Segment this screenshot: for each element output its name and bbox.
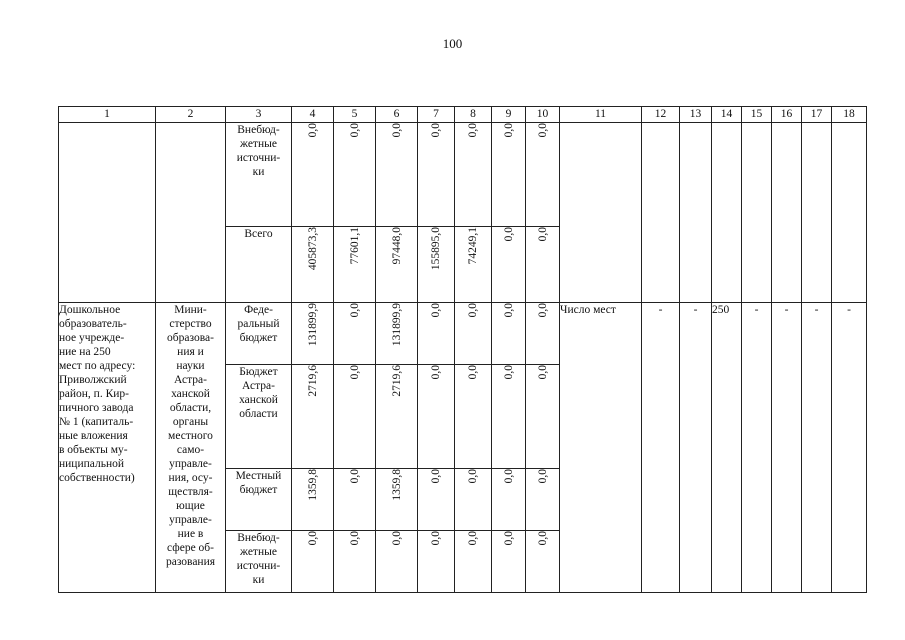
value-cell: 0,0 <box>376 531 418 593</box>
value-cell: 1359,8 <box>376 469 418 531</box>
value-cell: 0,0 <box>492 123 526 227</box>
col-header: 1 <box>59 107 156 123</box>
empty-cell <box>832 123 867 303</box>
column-number-row <box>59 107 867 123</box>
indicator-value: - <box>742 303 772 593</box>
value-cell: 0,0 <box>334 303 376 365</box>
col-header: 17 <box>802 107 832 123</box>
empty-cell <box>802 123 832 303</box>
value-cell: 0,0 <box>334 531 376 593</box>
indicator-value: - <box>832 303 867 593</box>
value-cell: 0,0 <box>376 123 418 227</box>
indicator-name: Число мест <box>560 303 642 593</box>
funding-source: Местный бюджет <box>226 469 292 531</box>
value-cell: 0,0 <box>492 227 526 303</box>
value-cell: 0,0 <box>492 365 526 469</box>
empty-cell <box>742 123 772 303</box>
value-cell: 1359,8 <box>292 469 334 531</box>
funding-source: Бюджет Астра- ханской области <box>226 365 292 469</box>
value-cell: 0,0 <box>526 227 560 303</box>
col-header: 13 <box>680 107 712 123</box>
value-cell: 0,0 <box>292 123 334 227</box>
value-cell: 0,0 <box>492 303 526 365</box>
value-cell: 0,0 <box>455 303 492 365</box>
funding-source: Внебюд- жетные источни- ки <box>226 531 292 593</box>
value-cell: 74249,1 <box>455 227 492 303</box>
empty-cell <box>642 123 680 303</box>
funding-source: Всего <box>226 227 292 303</box>
col-header: 16 <box>772 107 802 123</box>
indicator-value: - <box>772 303 802 593</box>
page-number: 100 <box>442 36 463 51</box>
value-cell: 2719,6 <box>292 365 334 469</box>
col-header: 9 <box>492 107 526 123</box>
value-cell: 0,0 <box>418 365 455 469</box>
empty-cell <box>772 123 802 303</box>
value-cell: 0,0 <box>492 469 526 531</box>
col-header: 12 <box>642 107 680 123</box>
empty-cell <box>712 123 742 303</box>
value-cell: 0,0 <box>334 123 376 227</box>
executor-cell-empty <box>156 123 226 303</box>
table-row <box>59 123 867 227</box>
value-cell: 0,0 <box>455 123 492 227</box>
funding-source: Феде- ральный бюджет <box>226 303 292 365</box>
value-cell: 0,0 <box>455 365 492 469</box>
indicator-value: 250 <box>712 303 742 593</box>
value-cell: 0,0 <box>526 469 560 531</box>
funding-source: Внебюд- жетные источни- ки <box>226 123 292 227</box>
value-cell: 131899,9 <box>376 303 418 365</box>
value-cell: 0,0 <box>418 531 455 593</box>
value-cell: 0,0 <box>292 531 334 593</box>
col-header: 6 <box>376 107 418 123</box>
col-header: 18 <box>832 107 867 123</box>
value-cell: 0,0 <box>526 365 560 469</box>
indicator-value: - <box>680 303 712 593</box>
value-cell: 0,0 <box>455 469 492 531</box>
value-cell: 0,0 <box>418 303 455 365</box>
value-cell: 0,0 <box>418 123 455 227</box>
col-header: 14 <box>712 107 742 123</box>
col-header: 7 <box>418 107 455 123</box>
object-cell-empty <box>59 123 156 303</box>
value-cell: 0,0 <box>526 123 560 227</box>
value-cell: 77601,1 <box>334 227 376 303</box>
value-cell: 0,0 <box>334 469 376 531</box>
indicator-value: - <box>642 303 680 593</box>
col-header: 3 <box>226 107 292 123</box>
value-cell: 0,0 <box>526 531 560 593</box>
empty-cell <box>680 123 712 303</box>
value-cell: 131899,9 <box>292 303 334 365</box>
value-cell: 155895,0 <box>418 227 455 303</box>
col-header: 10 <box>526 107 560 123</box>
object-description: Дошкольное образователь- ное учрежде- ние на 250 мест по адресу: Приволжский район, п. Кир- пичного завода № 1 (капиталь- ные вложения в объекты му- ниципальной собственности) <box>59 303 156 593</box>
value-cell: 0,0 <box>526 303 560 365</box>
col-header: 2 <box>156 107 226 123</box>
budget-table <box>58 106 867 593</box>
col-header: 15 <box>742 107 772 123</box>
col-header: 8 <box>455 107 492 123</box>
col-header: 5 <box>334 107 376 123</box>
table-row <box>59 303 867 365</box>
col-header: 11 <box>560 107 642 123</box>
value-cell: 0,0 <box>418 469 455 531</box>
value-cell: 0,0 <box>334 365 376 469</box>
value-cell: 0,0 <box>455 531 492 593</box>
value-cell: 405873,3 <box>292 227 334 303</box>
executor-description: Мини- стерство образова- ния и науки Астра- ханской области, органы местного само- управле- ния, осу- ществля- ющие управле- ние в сфере об- разования <box>156 303 226 593</box>
value-cell: 97448,0 <box>376 227 418 303</box>
indicator-cell-empty <box>560 123 642 303</box>
col-header: 4 <box>292 107 334 123</box>
value-cell: 2719,6 <box>376 365 418 469</box>
value-cell: 0,0 <box>492 531 526 593</box>
indicator-value: - <box>802 303 832 593</box>
